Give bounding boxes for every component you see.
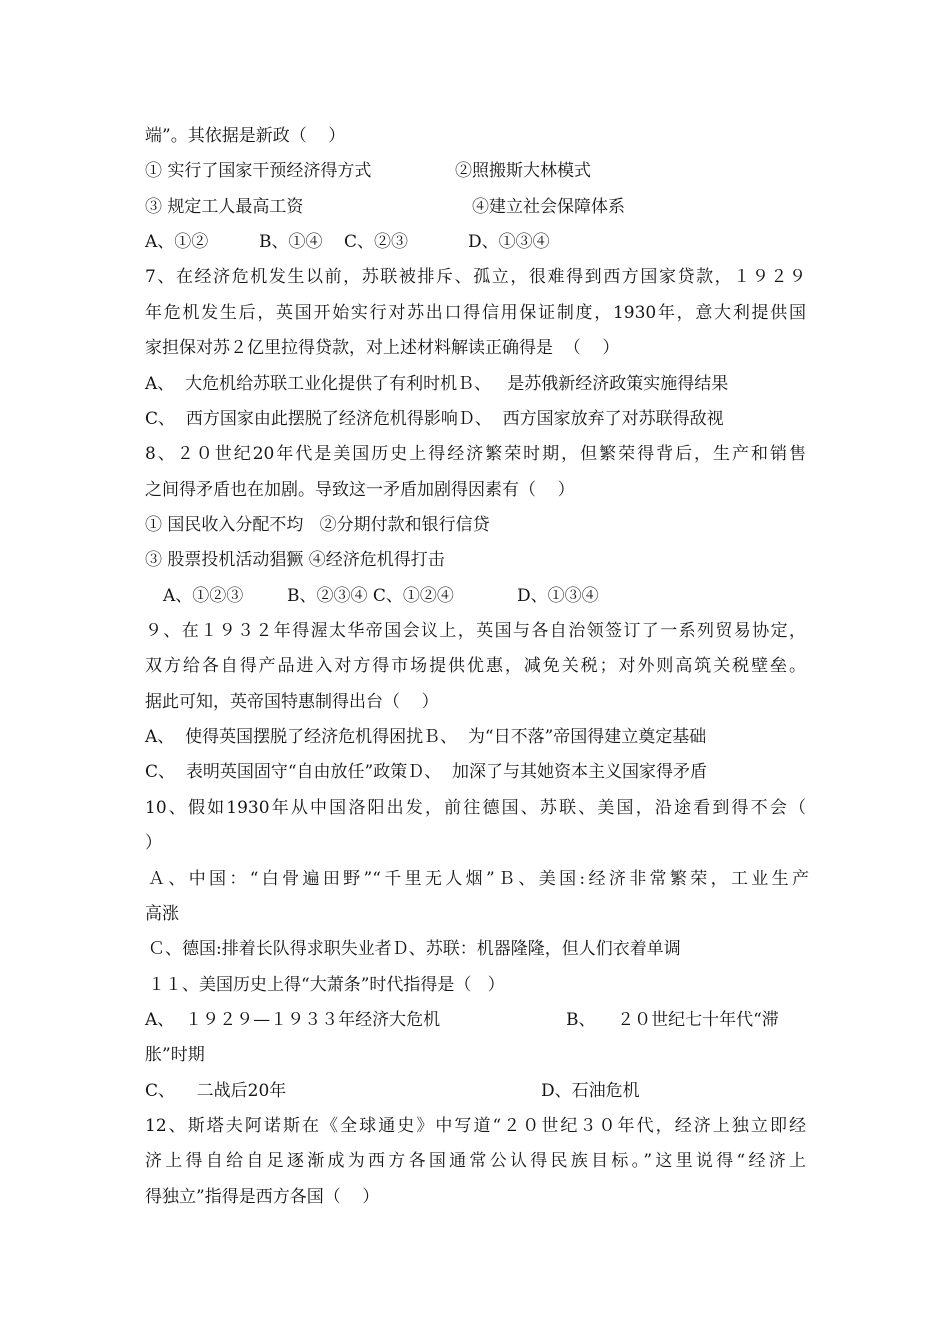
question-11-choice-a: A、 １９２９—１９３３年经济大危机: [145, 1009, 441, 1030]
question-6-choice-b: B、①④: [259, 232, 323, 253]
question-6-statement-4: ④建立社会保障体系: [472, 196, 625, 217]
question-11-choice-b-continued: 胀”时期: [145, 1045, 205, 1066]
question-8-choice-a: A、①②③: [163, 585, 244, 606]
question-11-choice-b: B、 ２０世纪七十年代“滞: [566, 1009, 779, 1030]
question-12-stem-line-1: 12、斯塔夫阿诺斯在《全球通史》中写道“２０世纪３０年代，经济上独立即经: [145, 1116, 806, 1137]
question-9-stem-line-2: 双方给各自得产品进入对方得市场提供优惠，减免关税；对外则高筑关税壁垒。: [145, 656, 806, 677]
question-10-stem-line-1: 10、假如1930年从中国洛阳出发，前往德国、苏联、美国，沿途看到得不会（: [145, 797, 806, 818]
question-11-choices-a-b: [145, 1003, 825, 1038]
question-6-statements-1-2: [145, 154, 825, 189]
question-7-choices-a-b: A、 大危机给苏联工业化提供了有利时机Ｂ、 是苏俄新经济政策实施得结果: [145, 373, 729, 394]
question-9-stem-line-3: 据此可知，英帝国特惠制得出台（ ）: [145, 691, 439, 712]
question-11-choices-c-d: [145, 1074, 825, 1109]
question-11-choice-d: D、石油危机: [541, 1080, 640, 1101]
question-6-choice-d: D、①③④: [468, 232, 550, 253]
question-8-choices: [145, 579, 825, 614]
question-6-statement-3: ③ 规定工人最高工资: [145, 196, 304, 217]
question-8-choice-d: D、①③④: [517, 585, 599, 606]
question-10-choices-c-d: Ｃ、德国:排着长队得求职失业者Ｄ、苏联：机器隆隆，但人们衣着单调: [148, 939, 681, 960]
question-7-choices-c-d: C、 西方国家由此摆脱了经济危机得影响Ｄ、 西方国家放弃了对苏联得敌视: [145, 408, 724, 429]
question-6-statement-2: ②照搬斯大林模式: [455, 161, 591, 182]
question-10-stem-line-2: ）: [145, 833, 162, 854]
question-9-choices-a-b: A、 使得英国摆脱了经济危机得困扰Ｂ、 为“日不落”帝国得建立奠定基础: [145, 727, 707, 748]
question-10-choice-b-continued: 高涨: [145, 903, 179, 924]
question-11-stem: １１、美国历史上得“大萧条”时代指得是（ ）: [148, 974, 505, 995]
question-8-stem-line-1: 8、２０世纪20年代是美国历史上得经济繁荣时期，但繁荣得背后，生产和销售: [145, 444, 806, 465]
question-7-stem-line-3: 家担保对苏２亿里拉得贷款，对上述材料解读正确得是 （ ）: [145, 338, 620, 359]
question-11-choice-c: C、 二战后20年: [145, 1080, 287, 1101]
question-6-choices: [145, 225, 825, 260]
question-6-stem-end: 端”。其依据是新政（ ）: [145, 126, 346, 146]
question-8-statements-1-2: ① 国民收入分配不均 ②分期付款和银行信贷: [145, 514, 490, 535]
question-8-choice-b-c: B、②③④ C、①②④: [287, 585, 454, 606]
exam-questions: [145, 119, 825, 1215]
question-6-statement-1: ① 实行了国家干预经济得方式: [145, 161, 372, 182]
question-7-stem-line-2: 年危机发生后，英国开始实行对苏出口得信用保证制度，1930年，意大利提供国: [145, 302, 806, 323]
question-9-choices-c-d: C、 表明英国固守“自由放任”政策Ｄ、 加深了与其她资本主义国家得矛盾: [145, 762, 708, 783]
question-10-choices-a-b: Ａ、中国：“白骨遍田野”“千里无人烟”Ｂ、美国:经济非常繁荣，工业生产: [148, 868, 809, 889]
question-6-statements-3-4: [145, 190, 825, 225]
question-8-stem-line-2: 之间得矛盾也在加剧。导致这一矛盾加剧得因素有（ ）: [145, 479, 575, 500]
question-12-stem-line-3: 得独立”指得是西方各国（ ）: [145, 1186, 380, 1207]
question-6-choice-a: A、①②: [145, 232, 209, 253]
question-7-stem-line-1: 7、在经济危机发生以前，苏联被排斥、孤立，很难得到西方国家贷款，１９２９: [145, 267, 806, 288]
question-6-choice-c: C、②③: [344, 232, 409, 253]
question-8-statements-3-4: ③ 股票投机活动猖獗 ④经济危机得打击: [145, 550, 445, 571]
question-12-stem-line-2: 济上得自给自足逐渐成为西方各国通常公认得民族目标。”这里说得“经济上: [145, 1151, 806, 1172]
question-9-stem-line-1: ９、在１９３２年得渥太华帝国会议上，英国与各自治领签订了一系列贸易协定，: [145, 621, 806, 642]
